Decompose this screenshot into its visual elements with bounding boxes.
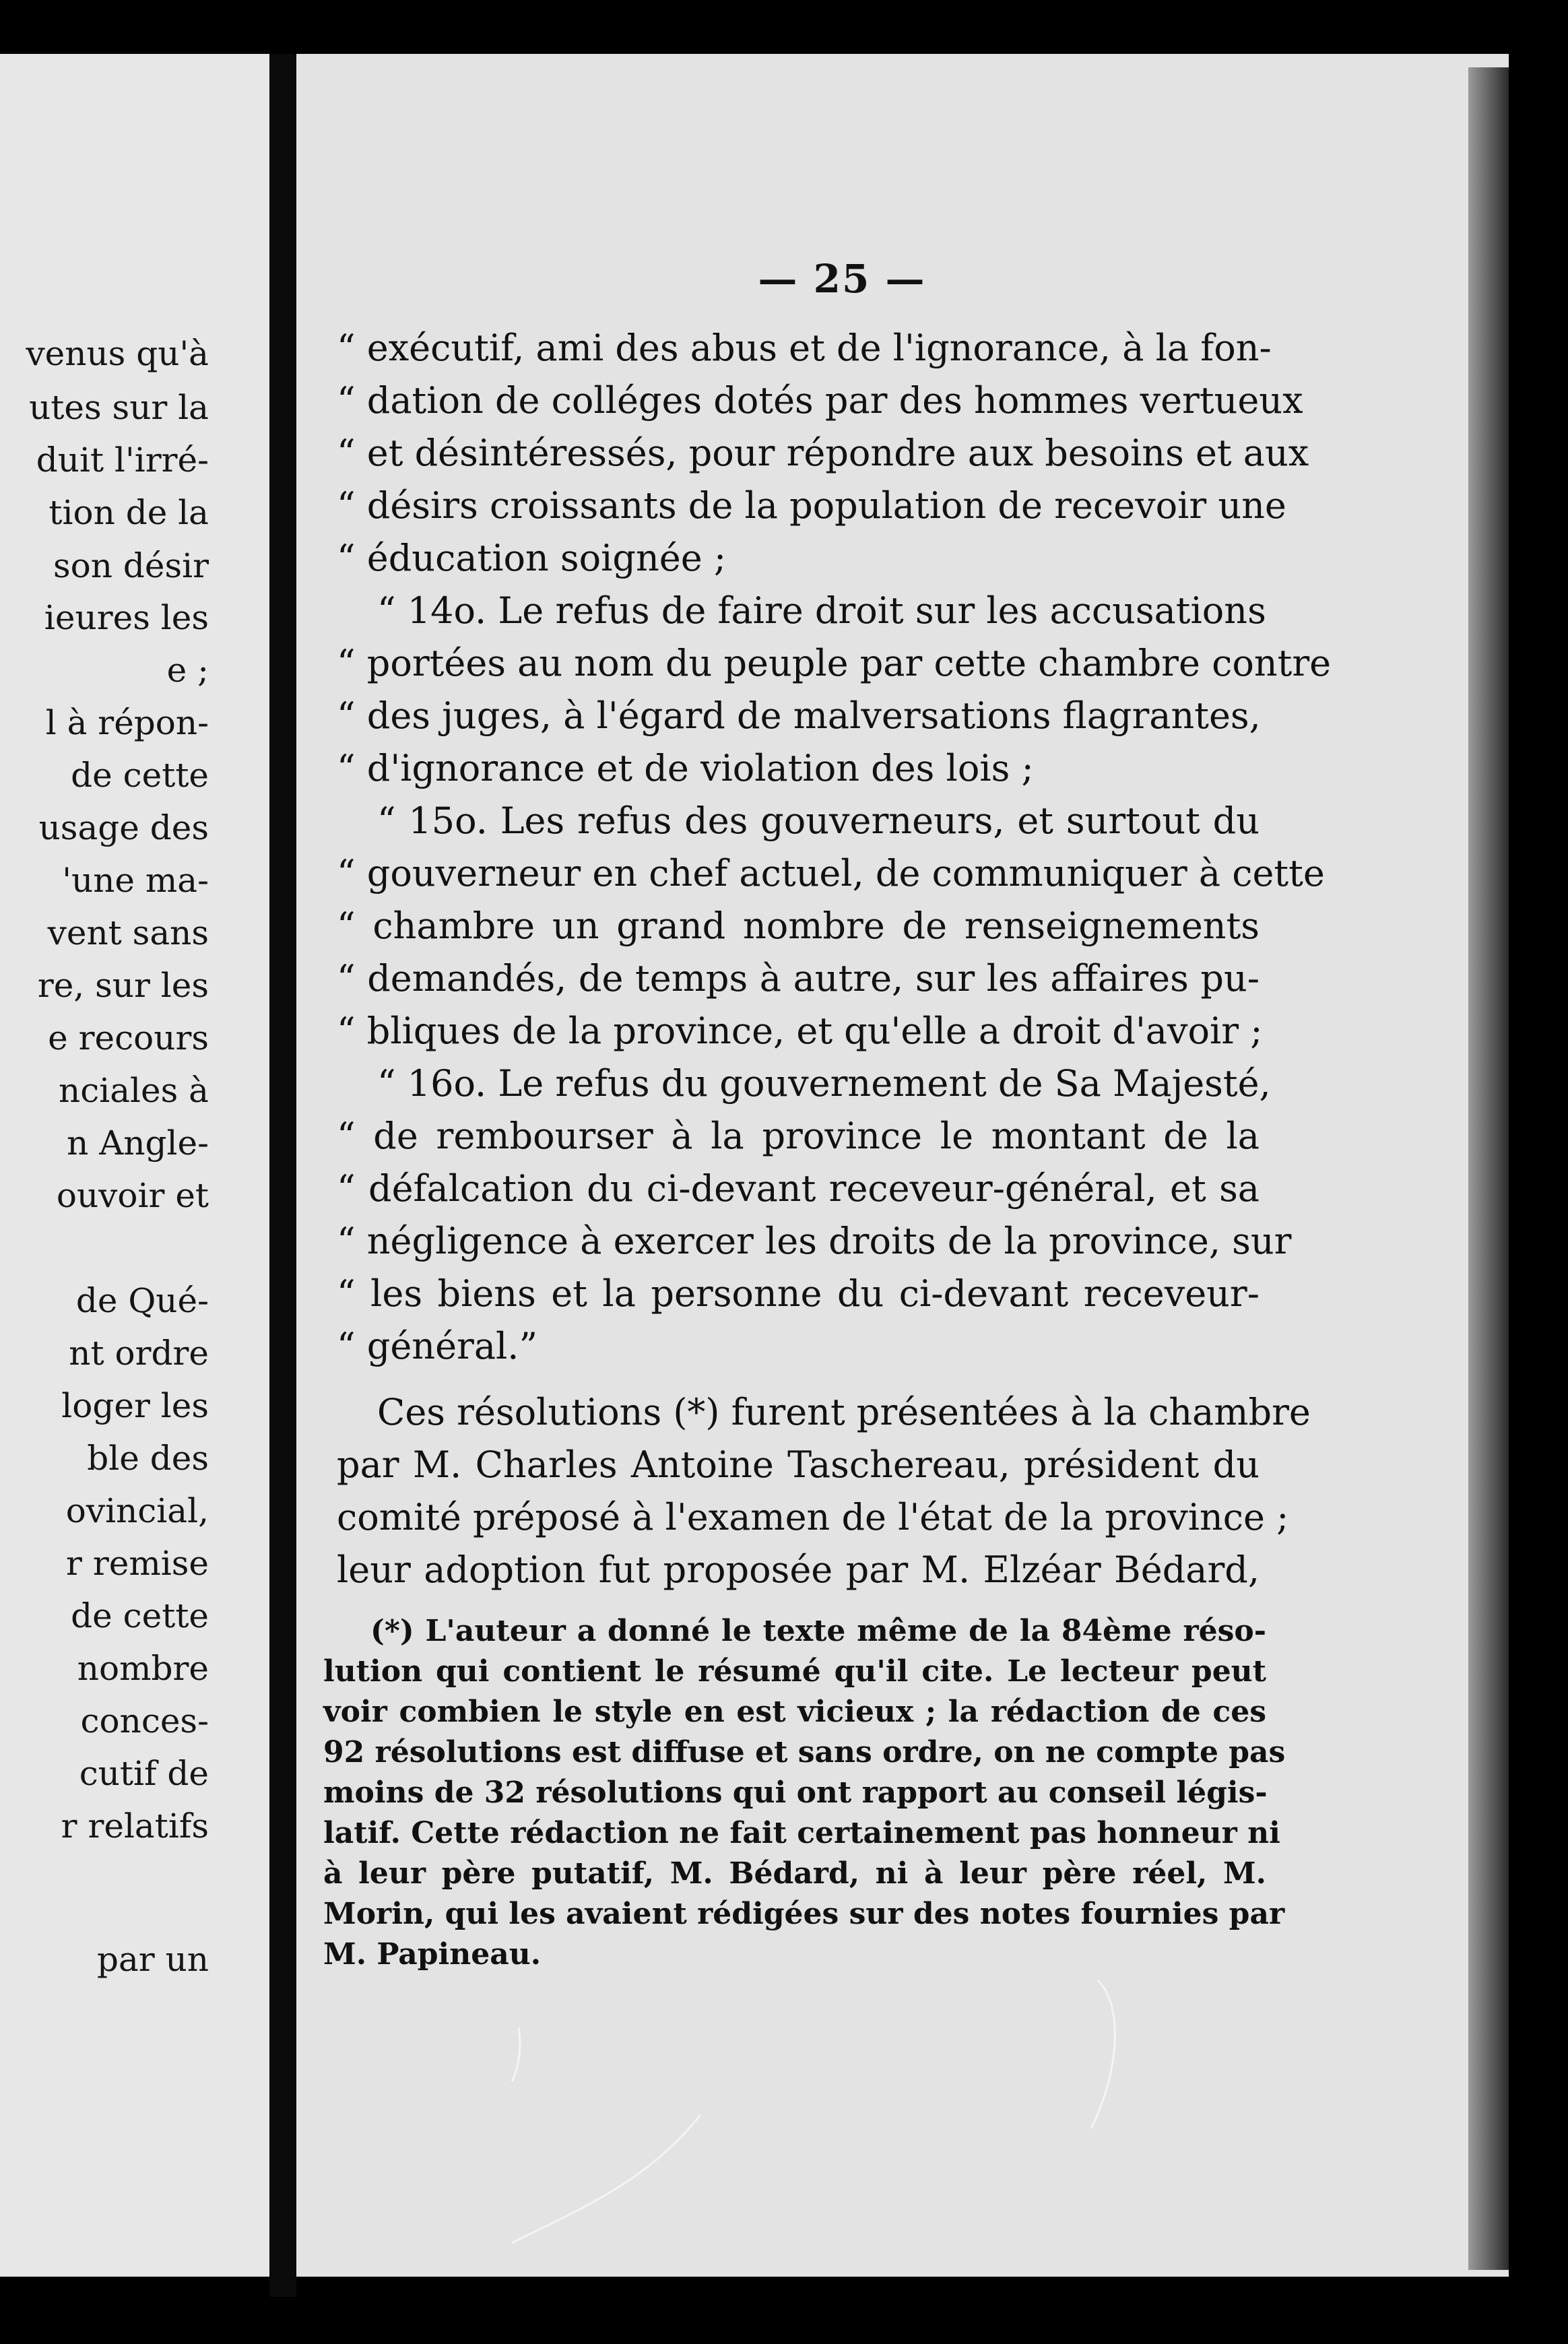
body-line: “ les biens et la personne du ci-devant receveur- [337,1272,1260,1315]
body-line: par M. Charles Antoine Taschereau, président du [337,1443,1260,1486]
left-text-line: venus qu'à [26,334,209,373]
left-text-line: l à répon- [45,703,209,742]
body-line: “ exécutif, ami des abus et de l'ignorance, à la fon- [337,327,1272,369]
body-line: “ de rembourser à la province le montant de la [337,1115,1260,1157]
footnote-line: moins de 32 résolutions qui ont rapport au conseil légis- [323,1776,1268,1810]
left-text-line: n Angle- [67,1124,209,1163]
footnote-line: à leur père putatif, M. Bédard, ni à leur père réel, M. [323,1856,1266,1891]
footnote-line: Morin, qui les avaient rédigées sur des notes fournies par [323,1897,1285,1931]
body-line: “ général.” [337,1325,538,1367]
left-text-line: vent sans [47,913,209,952]
body-line: “ 14o. Le refus de faire droit sur les accusations [377,589,1266,632]
left-text-line: e ; [166,651,209,690]
left-text-line: cutif de [79,1754,209,1793]
left-text-line: e recours [48,1018,209,1057]
body-line: “ demandés, de temps à autre, sur les affaires pu- [337,957,1260,1000]
footnote-line: lution qui contient le résumé qu'il cite. Le lecteur peut [323,1654,1266,1689]
body-line: Ces résolutions (*) furent présentées à la chambre [377,1391,1311,1433]
left-text-line: ouvoir et [56,1176,209,1215]
body-line: “ dation de colléges dotés par des hommes vertueux [337,379,1303,422]
body-line: “ éducation soignée ; [337,537,727,579]
page-number: — 25 — [758,256,926,302]
body-line: “ portées au nom du peuple par cette chambre contre [337,642,1332,684]
left-text-line: conces- [80,1701,209,1740]
body-line: leur adoption fut proposée par M. Elzéar Bédard, [337,1549,1260,1591]
left-text-line: nciales à [59,1071,209,1110]
left-text-line: nt ordre [69,1334,209,1373]
left-text-line: ble des [87,1439,209,1478]
body-line: “ des juges, à l'égard de malversations flagrantes, [337,694,1261,737]
footnote-line: latif. Cette rédaction ne fait certainement pas honneur ni [323,1816,1280,1850]
body-line: “ défalcation du ci-devant receveur-général, et sa [337,1167,1260,1210]
body-line: “ chambre un grand nombre de renseignements [337,905,1260,947]
left-text-line: de Qué- [75,1281,209,1320]
body-line: comité préposé à l'examen de l'état de la province ; [337,1496,1289,1538]
previous-page-fragment [0,54,273,2277]
left-text-line: son désir [53,546,209,585]
main-page [296,54,1509,2277]
left-text-line: usage des [38,808,209,847]
scan-scratches [296,54,1509,2277]
footnote-line: M. Papineau. [323,1937,542,1972]
body-line: “ gouverneur en chef actuel, de communiquer à cette [337,852,1325,894]
footnote-line: voir combien le style en est vicieux ; la rédaction de ces [323,1695,1266,1729]
body-line: “ désirs croissants de la population de recevoir une [337,484,1286,527]
left-text-line: de cette [71,1596,209,1635]
body-line: “ négligence à exercer les droits de la province, sur [337,1220,1292,1262]
left-text-line: r relatifs [61,1806,209,1846]
left-text-line: duit l'irré- [36,441,209,480]
page-edge [1468,67,1509,2270]
left-text-line: 'une ma- [62,861,209,900]
footnote-line: (*) L'auteur a donné le texte même de la 84ème réso- [370,1614,1266,1648]
left-text-line: par un [96,1940,209,1979]
page-gutter [269,54,296,2297]
left-text-line: nombre [77,1649,209,1688]
body-line: “ 16o. Le refus du gouvernement de Sa Majesté, [377,1062,1271,1105]
left-text-line: tion de la [48,493,209,532]
left-text-line: ovincial, [65,1491,209,1530]
left-text-line: re, sur les [37,966,209,1005]
body-line: “ bliques de la province, et qu'elle a droit d'avoir ; [337,1010,1263,1052]
left-text-line: r remise [66,1544,209,1583]
left-text-line: loger les [61,1386,209,1425]
left-text-line: utes sur la [29,388,209,427]
body-line: “ et désintéressés, pour répondre aux besoins et aux [337,432,1309,474]
body-line: “ d'ignorance et de violation des lois ; [337,747,1034,789]
footnote-line: 92 résolutions est diffuse et sans ordre, on ne compte pas [323,1735,1286,1769]
left-text-line: ieures les [44,598,209,637]
left-text-line: de cette [71,756,209,795]
body-line: “ 15o. Les refus des gouverneurs, et surtout du [377,800,1260,842]
